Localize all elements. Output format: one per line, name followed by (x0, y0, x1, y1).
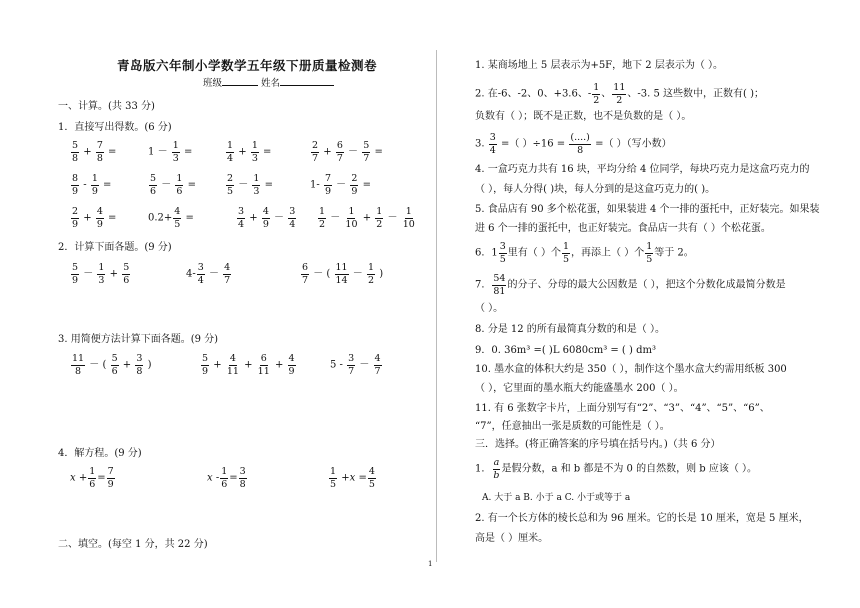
fill-q6: 6．1 $\frac{3}{5}$ 里有（ ）个 $\frac{1}{5}$ ，再添上（ ）个 $\frac{1}{5}$ 等于 2。 (475, 241, 694, 265)
calc-r1-2: 1 － $\frac{1}{3}$ = (148, 140, 193, 164)
section-2-heading: 二、填空。(每空 1 分，共 22 分) (58, 539, 208, 550)
equation-1: x + $\frac{1}{6}$ = $\frac{7}{9}$ (70, 466, 114, 490)
name-blank (280, 76, 334, 86)
choice-q2: 2. 有一个长方体的棱长总和为 96 厘米。它的长是 10 厘米，宽是 5 厘米， (475, 513, 809, 524)
page-number: 1 (428, 560, 433, 568)
question-1-2: 2．计算下面各题。(9 分) (58, 242, 172, 253)
calc-3-3: 5 - $\frac{3}{7}$ － $\frac{4}{7}$ (330, 353, 381, 377)
equation-3: $\frac{1}{5}$ +x = $\frac{4}{5}$ (330, 466, 375, 490)
calc-2-1: $\frac{5}{9}$ － $\frac{1}{3}$ + $\frac{5}{6}$ (72, 262, 130, 286)
fill-q2-cont: 负数有（ ）；既不是正数，也不是负数的是（ ）。 (475, 111, 692, 122)
calc-2-3: $\frac{6}{7}$ － ( $\frac{11}{14}$ － $\frac{1}{2}$ ) (302, 262, 384, 286)
question-1-3: 3. 用简便方法计算下面各题。(9 分) (58, 334, 219, 345)
calc-r1-1: $\frac{5}{8}$ + $\frac{7}{8}$ = (72, 140, 117, 164)
fill-q11: 11. 有 6 张数字卡片，上面分别写有“2”、“3”、“4”、“5”、“6”、 (475, 403, 770, 414)
fill-q4-cont: （ ），每人分得( )块，每人分到的是这盒巧克力的( )。 (475, 184, 716, 195)
column-divider (436, 50, 437, 562)
student-info-line (203, 75, 334, 89)
fill-q10: 10. 墨水盒的体积大约是 350（ ），制作这个墨水盒大约需用纸板 300 (475, 364, 787, 375)
calc-2-2: 4- $\frac{3}{4}$ － $\frac{4}{7}$ (186, 262, 231, 286)
calc-r2-1: $\frac{8}{9}$ - $\frac{1}{9}$ = (72, 173, 112, 197)
section-1-heading: 一、计算。(共 33 分) (58, 101, 155, 112)
fill-q1: 1. 某商场地上 5 层表示为+5F，地下 2 层表示为（ ）。 (475, 60, 724, 71)
section-3-heading: 三．选择。(将正确答案的序号填在括号内。)（共 6 分） (475, 439, 721, 450)
calc-r3-2: 0.2+ $\frac{4}{5}$ = (148, 206, 194, 230)
question-1-1: 1．直接写出得数。(6 分) (58, 122, 172, 133)
name-label: 姓名 (261, 78, 281, 89)
question-1-4: 4．解方程。(9 分) (58, 448, 142, 459)
calc-r1-4: $\frac{2}{7}$ + $\frac{6}{7}$ － $\frac{5}{7}$ = (312, 140, 383, 164)
calc-r3-3: $\frac{3}{4}$ + $\frac{4}{9}$ － $\frac{3}{4}$ (238, 206, 296, 230)
fill-q8: 8. 分是 12 的所有最简真分数的和是（ ）。 (475, 324, 665, 335)
calc-r3-1: $\frac{2}{9}$ + $\frac{4}{9}$ = (72, 206, 117, 230)
fill-q7-cont: （ ）。 (475, 303, 504, 314)
class-blank (222, 76, 258, 86)
fill-q10-cont: （ ），它里面的墨水瓶大约能盛墨水 200（ ）。 (475, 383, 684, 394)
calc-r2-3: $\frac{2}{5}$ － $\frac{1}{3}$ = (227, 173, 274, 197)
fill-q2: 2. 在-6、-2、0、+3.6、- $\frac{1}{2}$ 、 $\frac{11}{2}$ 、-3. 5 这些数中，正数有( )； (475, 82, 764, 106)
calc-r2-4: 1- $\frac{7}{9}$ － $\frac{2}{9}$ = (310, 173, 371, 197)
calc-r2-2: $\frac{5}{6}$ － $\frac{1}{6}$ = (150, 173, 197, 197)
choice-q1: 1． $\frac{a}{b}$ 是假分数，a 和 b 都是不为 0 的自然数，则 b 应该（ ）。 (475, 457, 758, 481)
class-label: 班级 (203, 78, 223, 89)
fill-q11-cont: “7”，任意抽出一张是质数的可能性是（ ）。 (475, 421, 670, 432)
equation-2: x - $\frac{1}{6}$ = $\frac{3}{8}$ (207, 466, 246, 490)
fill-q7: 7． $\frac{54}{81}$ 的分子、分母的最大公因数是（ ），把这个分数化成最简分数是 (475, 273, 786, 297)
fill-q5-cont: 进 6 个一排的蛋托中，也正好装完。食品店一共有（ ）个松花蛋。 (475, 223, 771, 234)
fill-q5: 5. 食品店有 90 多个松花蛋，如果装进 4 个一排的蛋托中，正好装完。如果装 (475, 204, 820, 215)
fill-q9: 9．0. 36m³ =( )L 6080cm³ = ( ) dm³ (475, 345, 656, 356)
calc-r1-3: $\frac{1}{4}$ + $\frac{1}{3}$ = (227, 140, 272, 164)
calc-r3-4: $\frac{1}{2}$ － $\frac{1}{10}$ + $\frac{1}{2}$ － $\frac{1}{10}$ (319, 206, 415, 230)
choice-q1-options: A. 大于 a B. 小于 a C. 小于或等于 a (482, 493, 631, 503)
choice-q2-cont: 高是（ ）厘米。 (475, 533, 549, 544)
calc-3-2: $\frac{5}{9}$ + $\frac{4}{11}$ + $\frac{6}{11}$ + $\frac{4}{9}$ (202, 353, 295, 377)
fill-q3: 3. $\frac{3}{4}$ =（ ）÷16 = $\frac{(....)}{8}$ =（ ）（写小数） (475, 132, 672, 156)
fill-q4: 4. 一盒巧克力共有 16 块，平均分给 4 位同学，每块巧克力是这盒巧克力的 (475, 164, 810, 175)
calc-3-1: $\frac{11}{8}$ － ( $\frac{5}{6}$ + $\frac{3}{8}$ ) (72, 353, 152, 377)
page-title: 青岛版六年制小学数学五年级下册质量检测卷 (117, 58, 378, 73)
